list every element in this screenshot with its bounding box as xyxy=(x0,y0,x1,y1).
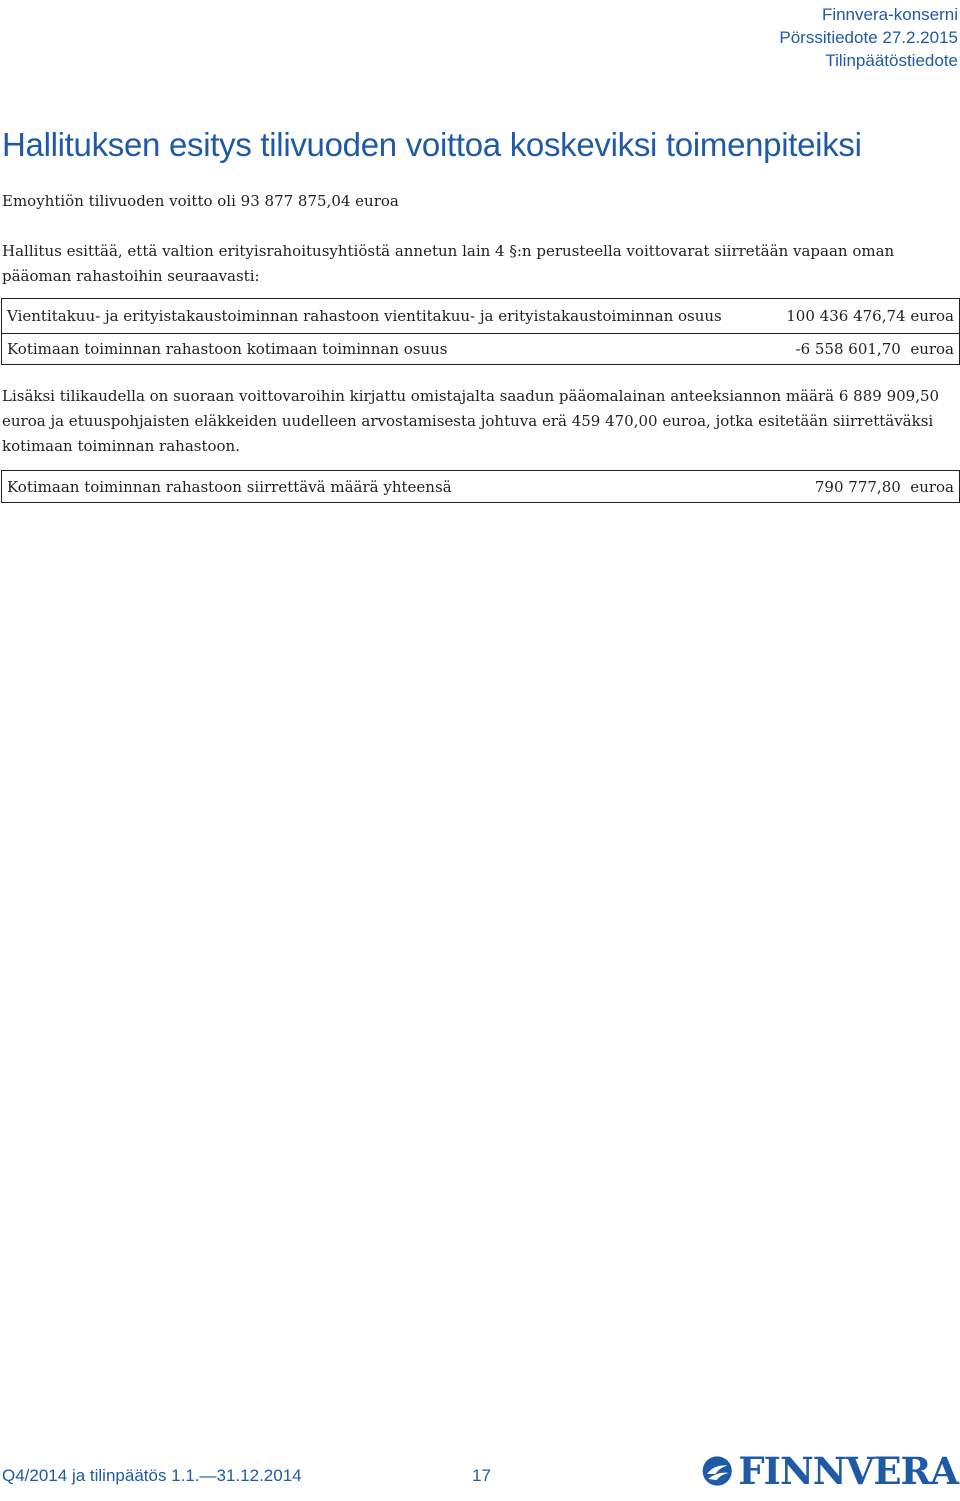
total-table xyxy=(1,470,960,503)
page-number: 17 xyxy=(472,1466,491,1485)
page-title: Hallituksen esitys tilivuoden voittoa koskeviksi toimenpiteiksi xyxy=(2,126,862,163)
row-amount: 100 436 476,74 euroa xyxy=(786,307,954,325)
proposal-paragraph: Hallitus esittää, että valtion erityisrahoitusyhtiöstä annetun lain 4 §:n perusteella voittovarat siirretään vapaan oman pääoman rahastoihin seuraavasti: xyxy=(2,242,895,285)
table-row xyxy=(2,471,959,502)
header-doc-type: Tilinpäätöstiedote xyxy=(825,51,958,70)
allocation-table xyxy=(1,298,960,365)
table-row xyxy=(2,299,959,333)
total-amount: 790 777,80 euroa xyxy=(814,477,954,496)
row-amount: -6 558 601,70 euroa xyxy=(795,340,954,358)
additional-paragraph: Lisäksi tilikaudella on suoraan voittovaroihin kirjattu omistajalta saadun pääomalainan anteeksiannon määrä 6 889 909,50 euroa ja etuuspohjaisten eläkkeiden uudelleen arvostamisesta johtuva erä 459 470,00 euroa, jotka esitetään siirrettäväksi kotimaan toiminnan rahastoon. xyxy=(2,387,940,455)
document-header xyxy=(779,3,958,72)
finnvera-emblem-icon xyxy=(702,1446,732,1496)
total-label: Kotimaan toiminnan rahastoon siirrettävä määrä yhteensä xyxy=(7,477,452,496)
intro-paragraph: Emoyhtiön tilivuoden voitto oli 93 877 875,04 euroa xyxy=(2,192,399,210)
header-company: Finnvera-konserni xyxy=(821,5,958,24)
finnvera-logo xyxy=(702,1445,958,1497)
footer-report-period: Q4/2014 ja tilinpäätös 1.1.—31.12.2014 xyxy=(2,1466,302,1485)
table-row xyxy=(2,333,959,364)
logo-wordmark: FINNVERA xyxy=(738,1449,958,1493)
header-release: Pörssitiedote 27.2.2015 xyxy=(779,28,958,47)
row-label: Vientitakuu- ja erityistakaustoiminnan rahastoon vientitakuu- ja erityistakaustoiminnan osuus xyxy=(7,307,722,325)
row-label: Kotimaan toiminnan rahastoon kotimaan toiminnan osuus xyxy=(7,340,448,358)
